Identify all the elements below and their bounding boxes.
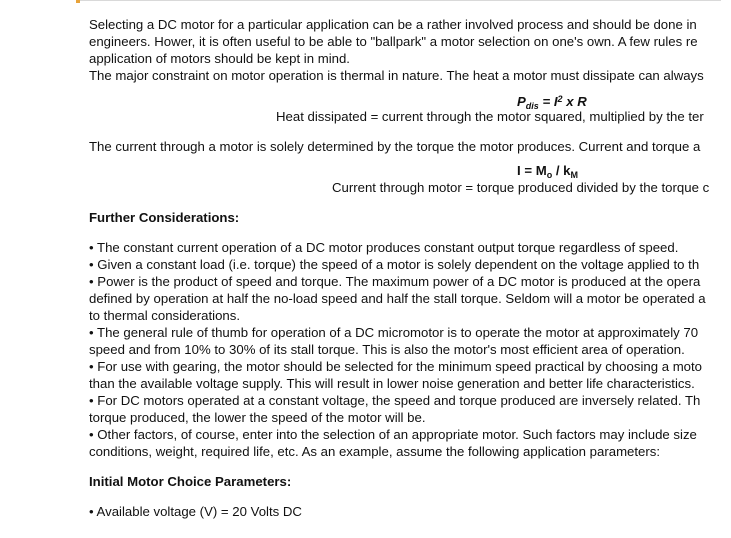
spacer (89, 490, 721, 503)
current-equation-caption: Current through motor = torque produced divided by the torque c (332, 180, 710, 195)
bullet-line: • The constant current operation of a DC motor produces constant output torque regardless of speed. (89, 240, 679, 255)
eq2-a: I = M (517, 163, 547, 178)
intro-line: The major constraint on motor operation is thermal in nature. The heat a motor must dissipate can always (89, 68, 704, 83)
bullet-line: • Other factors, of course, enter into the selection of an appropriate motor. Such factors may include size (89, 427, 697, 442)
bullet-line: conditions, weight, required life, etc. As an example, assume the following application parameters: (89, 444, 661, 459)
bullet-line: • For DC motors operated at a constant voltage, the speed and torque produced are inversely related. Th (89, 393, 701, 408)
spacer (89, 226, 721, 239)
bullet-line: • The general rule of thumb for operation of a DC micromotor is to operate the motor at approximately 70 (89, 325, 699, 340)
bullet-line: • Power is the product of speed and torque. The maximum power of a DC motor is produced at the opera (89, 274, 701, 289)
bullet-line: than the available voltage supply. This will result in lower noise generation and better life characteristics. (89, 376, 695, 391)
eq2-a-sub: o (546, 170, 553, 180)
eq1-rhs-a: = I (538, 94, 558, 109)
parameter-line: • Available voltage (V) = 20 Volts DC (89, 504, 302, 519)
eq2-b: / k (552, 163, 571, 178)
initial-parameters-heading: Initial Motor Choice Parameters: (89, 474, 292, 489)
eq1-rhs-sup: 2 (557, 94, 563, 104)
current-equation (89, 162, 721, 179)
intro-line: engineers. Hower, it is often useful to be able to "ballpark" a motor selection on one's own. A few rules re (89, 34, 698, 49)
heat-equation (89, 91, 721, 111)
spacer (89, 460, 721, 473)
eq1-rhs-b: x R (562, 94, 587, 109)
top-rule (80, 0, 721, 1)
bullet-line: to thermal considerations. (89, 308, 240, 323)
eq1-lhs: P (517, 94, 526, 109)
bullet-line: speed and from 10% to 30% of its stall torque. This is also the motor's most efficient area of operation. (89, 342, 685, 357)
intro-line: Selecting a DC motor for a particular application can be a rather involved process and should be done in (89, 17, 697, 32)
eq2-b-sub: M (570, 170, 579, 180)
bullet-line: defined by operation at half the no-load speed and half the stall torque. Seldom will a motor be operated a (89, 291, 706, 306)
eq1-lhs-sub: dis (525, 101, 539, 111)
document-body (89, 16, 721, 538)
current-paragraph: The current through a motor is solely determined by the torque the motor produces. Current and torque a (89, 139, 701, 154)
intro-line: application of motors should be kept in mind. (89, 51, 350, 66)
spacer (89, 125, 721, 138)
bullet-line: • For use with gearing, the motor should be selected for the minimum speed practical by choosing a moto (89, 359, 703, 374)
spacer (89, 196, 721, 209)
heat-equation-caption: Heat dissipated = current through the motor squared, multiplied by the ter (276, 109, 704, 124)
bullet-line: • Given a constant load (i.e. torque) the speed of a motor is solely dependent on the voltage applied to th (89, 257, 700, 272)
bullet-line: torque produced, the lower the speed of the motor will be. (89, 410, 426, 425)
further-considerations-heading: Further Considerations: (89, 210, 240, 225)
